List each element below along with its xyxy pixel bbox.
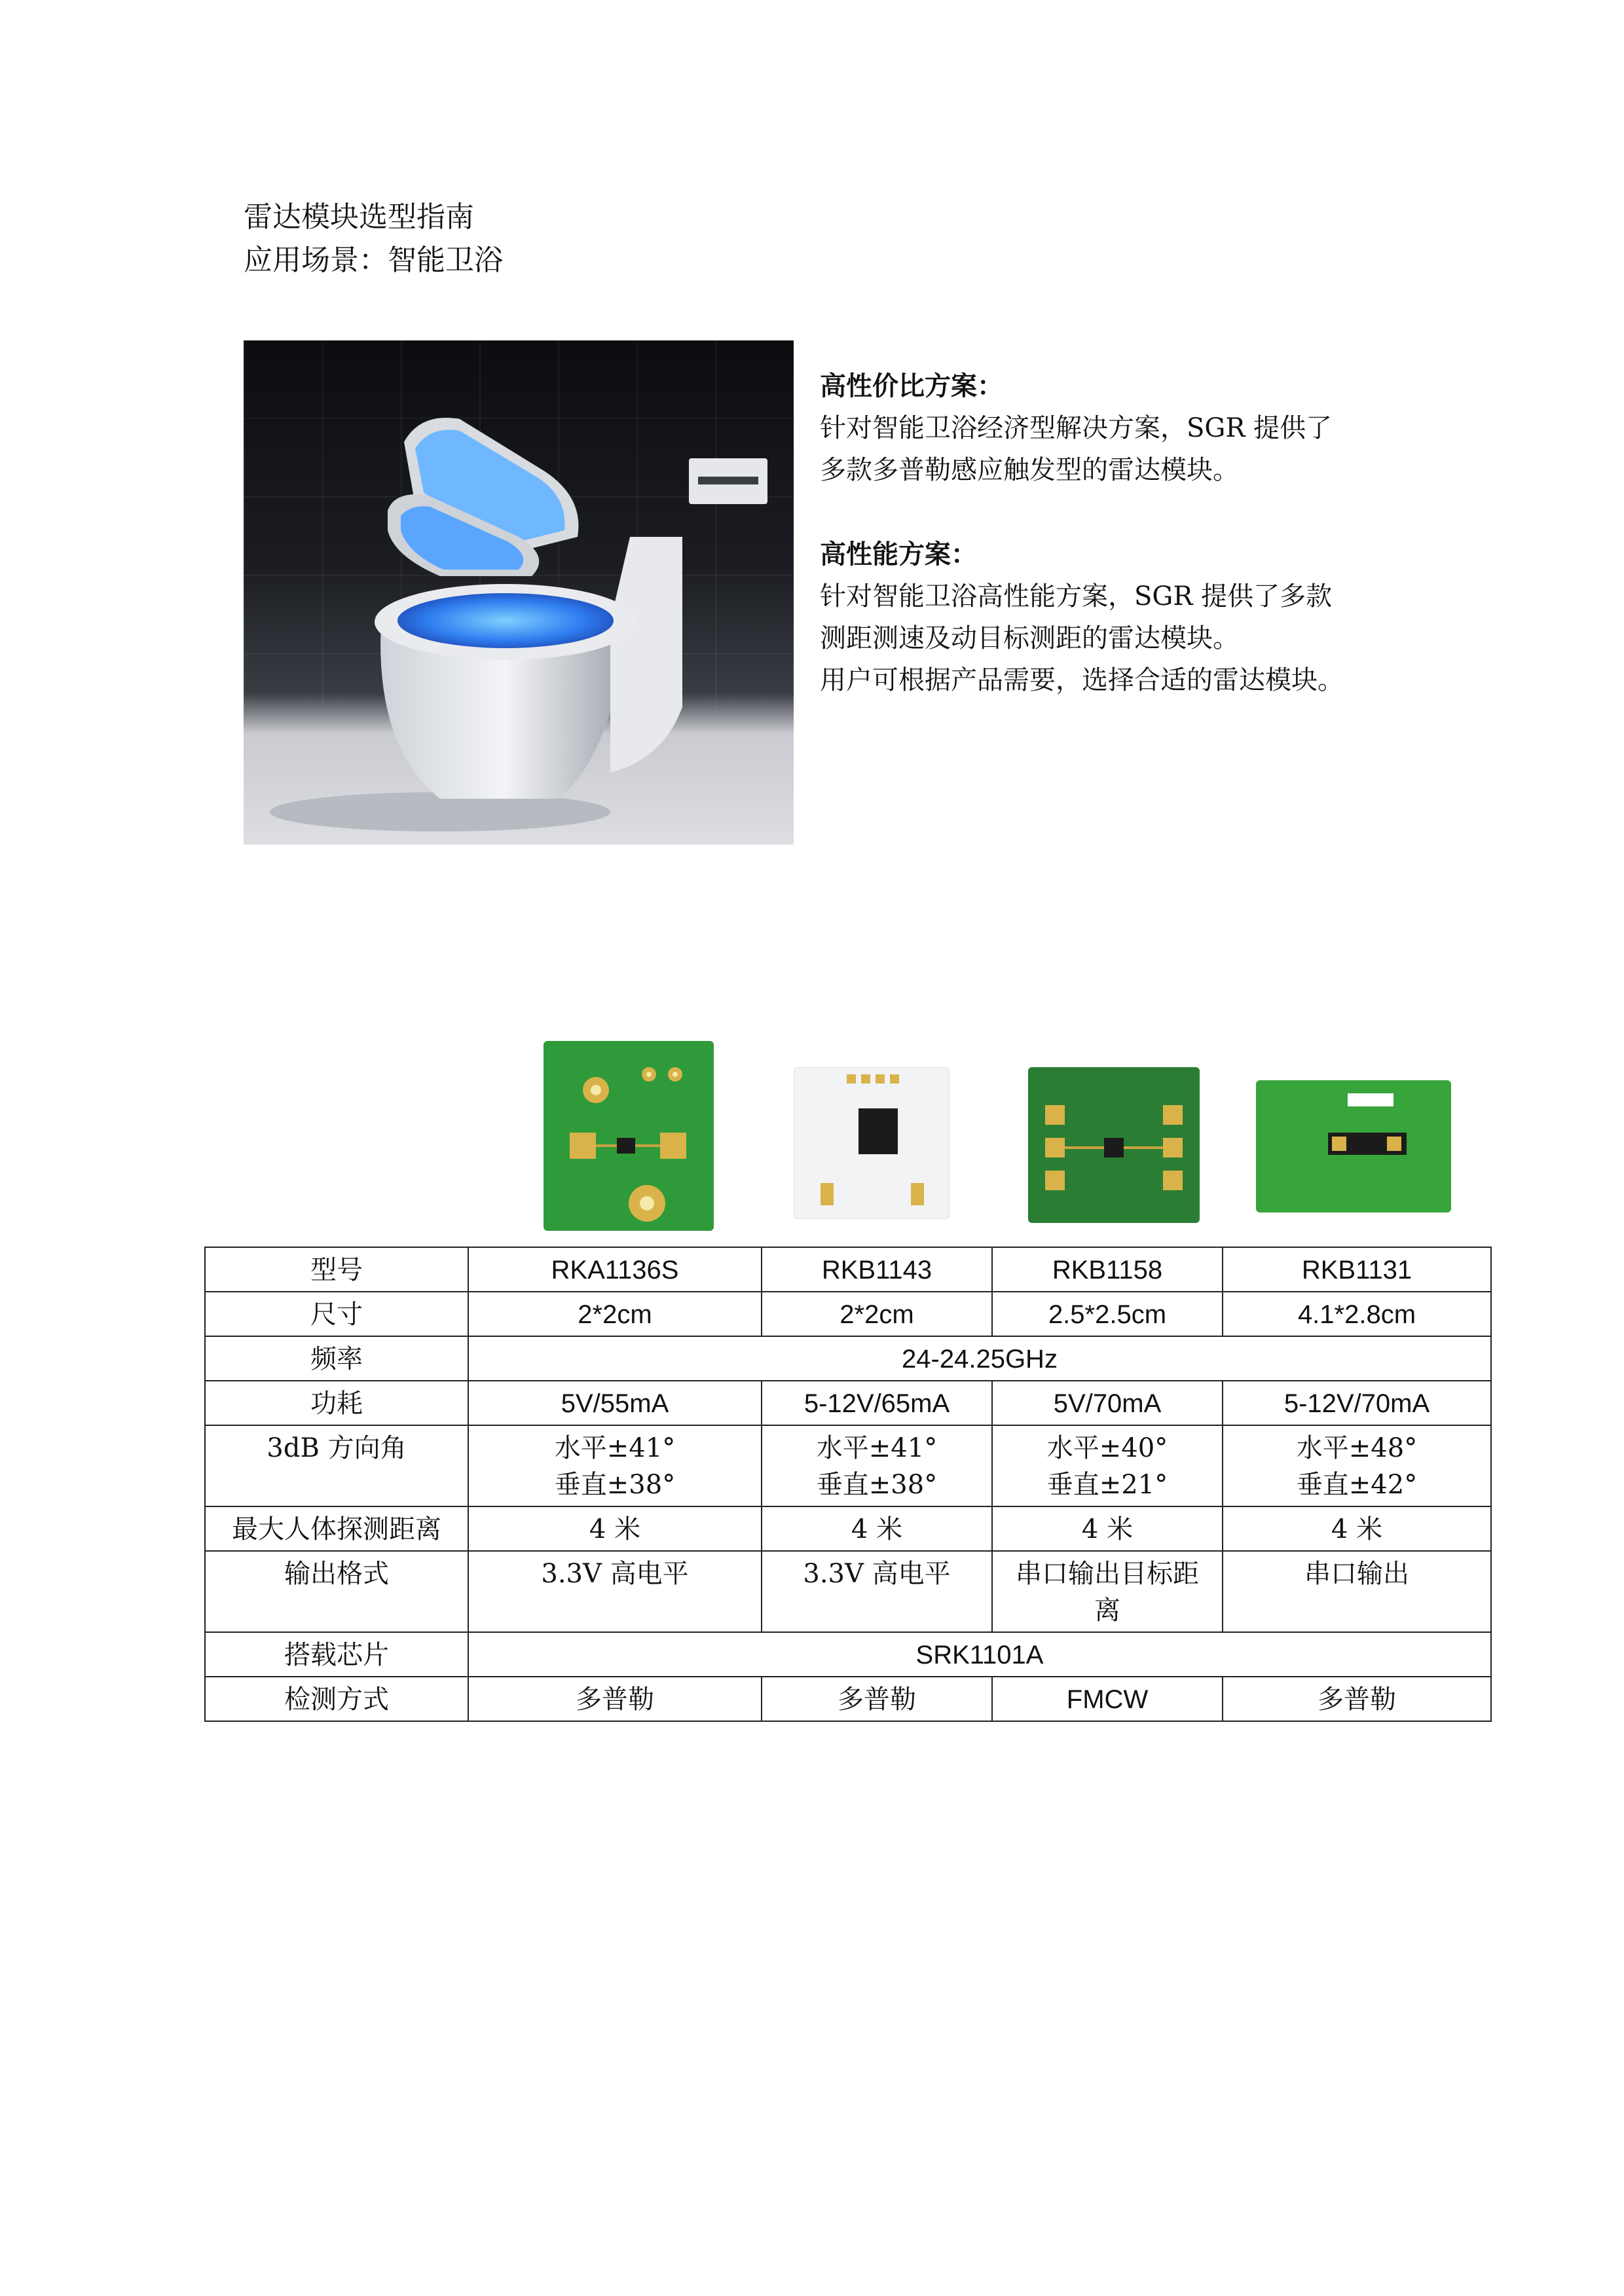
section-line: 测距测速及动目标测距的雷达模块。 — [820, 623, 1239, 653]
table-cell: RKB1131 — [1223, 1247, 1491, 1292]
table-row-output — [205, 1551, 1491, 1632]
row-label: 尺寸 — [205, 1292, 468, 1336]
row-label: 输出格式 — [205, 1551, 468, 1632]
table-row-power — [205, 1381, 1491, 1425]
smart-toilet-photo — [244, 340, 794, 845]
section-line: 针对智能卫浴经济型解决方案，SGR 提供了 — [820, 413, 1333, 443]
cell-line: 串口输出 — [1304, 1559, 1409, 1589]
table-cell — [992, 1425, 1223, 1506]
module-photo-rkb1131 — [1256, 1080, 1451, 1212]
table-row-beam-angle — [205, 1425, 1491, 1506]
section-heading: 高性能方案： — [820, 539, 977, 570]
table-cell: FMCW — [992, 1677, 1223, 1721]
table-cell: 4 米 — [1223, 1506, 1491, 1551]
cell-line: 垂直±21° — [1046, 1470, 1168, 1500]
row-label: 检测方式 — [205, 1677, 468, 1721]
table-cell: 2.5*2.5cm — [992, 1292, 1223, 1336]
high-performance-section — [820, 534, 1344, 701]
table-cell: 多普勒 — [468, 1677, 762, 1721]
section-line: 用户可根据产品需要，选择合适的雷达模块。 — [820, 665, 1344, 695]
table-cell: 5V/70mA — [992, 1381, 1223, 1425]
table-row-size — [205, 1292, 1491, 1336]
table-row-chip — [205, 1632, 1491, 1677]
module-photo-rka1136s — [544, 1041, 714, 1231]
cell-line: 水平±48° — [1296, 1433, 1418, 1463]
section-heading: 高性价比方案： — [820, 371, 1003, 401]
table-cell: 2*2cm — [468, 1292, 762, 1336]
table-cell-merged: SRK1101A — [468, 1632, 1491, 1677]
table-cell-merged: 24-24.25GHz — [468, 1336, 1491, 1381]
table-cell — [762, 1425, 992, 1506]
table-cell — [468, 1551, 762, 1632]
table-cell: 多普勒 — [1223, 1677, 1491, 1721]
cell-line: 垂直±38° — [816, 1470, 938, 1500]
cell-line: 3.3V 高电平 — [541, 1559, 689, 1589]
table-row-frequency — [205, 1336, 1491, 1381]
table-cell — [468, 1425, 762, 1506]
table-cell — [992, 1551, 1223, 1632]
cell-line: 垂直±38° — [554, 1470, 676, 1500]
cell-line: 垂直±42° — [1296, 1470, 1418, 1500]
row-label: 搭载芯片 — [205, 1632, 468, 1677]
table-cell — [1223, 1551, 1491, 1632]
table-cell: 4.1*2.8cm — [1223, 1292, 1491, 1336]
table-cell: 4 米 — [762, 1506, 992, 1551]
row-label: 功耗 — [205, 1381, 468, 1425]
table-cell — [1223, 1425, 1491, 1506]
application-scene: 应用场景：智能卫浴 — [244, 244, 503, 277]
row-label: 3dB 方向角 — [205, 1425, 468, 1506]
cell-line: 水平±40° — [1046, 1433, 1168, 1463]
table-cell: 5V/55mA — [468, 1381, 762, 1425]
cost-effective-section — [820, 365, 1332, 491]
table-cell: RKA1136S — [468, 1247, 762, 1292]
table-cell: RKB1158 — [992, 1247, 1223, 1292]
table-cell — [762, 1551, 992, 1632]
cell-line: 水平±41° — [816, 1433, 938, 1463]
table-row-detection — [205, 1677, 1491, 1721]
row-label: 型号 — [205, 1247, 468, 1292]
row-label: 最大人体探测距离 — [205, 1506, 468, 1551]
table-cell: 2*2cm — [762, 1292, 992, 1336]
table-row-max-range — [205, 1506, 1491, 1551]
section-line: 针对智能卫浴高性能方案，SGR 提供了多款 — [820, 581, 1333, 611]
cell-line: 水平±41° — [554, 1433, 676, 1463]
module-photo-rkb1158 — [1028, 1067, 1200, 1223]
cell-line: 离 — [1094, 1595, 1120, 1626]
table-cell: 多普勒 — [762, 1677, 992, 1721]
module-photo-rkb1143 — [794, 1067, 950, 1219]
section-line: 多款多普勒感应触发型的雷达模块。 — [820, 455, 1239, 485]
table-cell: 4 米 — [468, 1506, 762, 1551]
cell-line: 3.3V 高电平 — [803, 1559, 951, 1589]
table-row-model — [205, 1247, 1491, 1292]
table-cell: 5-12V/70mA — [1223, 1381, 1491, 1425]
row-label: 频率 — [205, 1336, 468, 1381]
table-cell: 5-12V/65mA — [762, 1381, 992, 1425]
spec-table — [204, 1247, 1492, 1722]
page-title: 雷达模块选型指南 — [244, 200, 474, 234]
cell-line: 串口输出目标距 — [1016, 1559, 1199, 1589]
table-cell: RKB1143 — [762, 1247, 992, 1292]
table-cell: 4 米 — [992, 1506, 1223, 1551]
